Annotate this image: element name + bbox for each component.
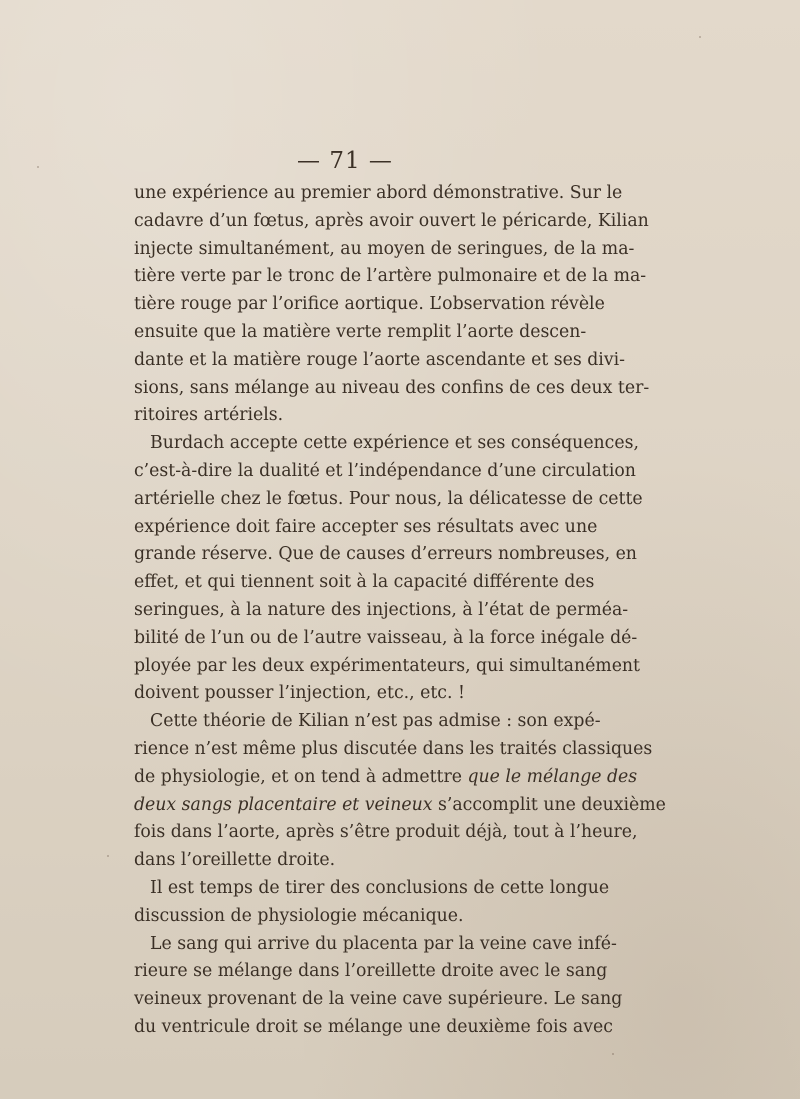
text-line: veineux provenant de la veine cave supérieure. Le sang: [134, 989, 623, 1010]
text-line: Le sang qui arrive du placenta par la veine cave infé-: [150, 933, 617, 954]
page-number: — 71 —: [297, 148, 393, 174]
text-line: bilité de l’un ou de l’autre vaisseau, à la force inégale dé-: [134, 627, 638, 648]
paper-speck: [612, 1053, 614, 1055]
text-line: tière verte par le tronc de l’artère pulmonaire et de la ma-: [134, 266, 647, 287]
text-line: fois dans l’aorte, après s’être produit déjà, tout à l’heure,: [134, 822, 638, 843]
italic-phrase: deux sangs placentaire et veineux: [134, 794, 433, 815]
text-line: rieure se mélange dans l’oreillette droite avec le sang: [134, 961, 608, 982]
text-line: [134, 764, 638, 792]
text-line: du ventricule droit se mélange une deuxième fois avec: [134, 1016, 613, 1037]
text-line: Burdach accepte cette expérience et ses conséquences,: [150, 433, 639, 454]
text-line: dante et la matière rouge l’aorte ascendante et ses divi-: [134, 349, 625, 370]
text-line: doivent pousser l’injection, etc., etc. !: [134, 683, 465, 704]
text-line: cadavre d’un fœtus, après avoir ouvert le péricarde, Kilian: [134, 210, 649, 231]
text-line: ployée par les deux expérimentateurs, qui simultanément: [134, 655, 640, 676]
text-line: effet, et qui tiennent soit à la capacité différente des: [134, 572, 595, 593]
paper-speck: [330, 912, 332, 914]
paper-speck: [107, 855, 109, 857]
text-line: ritoires artériels.: [134, 405, 284, 426]
paper-speck: [37, 166, 39, 168]
text-run: de physiologie, et on tend à admettre: [134, 766, 468, 787]
text-line: discussion de physiologie mécanique.: [134, 905, 464, 926]
paragraph-2: [134, 430, 643, 708]
paragraph-3: [134, 708, 666, 875]
text-line: seringues, à la nature des injections, à l’état de perméa-: [134, 599, 629, 620]
text-line: une expérience au premier abord démonstrative. Sur le: [134, 183, 623, 203]
italic-phrase: que le mélange des: [467, 766, 638, 787]
paragraph-1: [134, 180, 650, 430]
text-line: tière rouge par l’orifice aortique. L’observation révèle: [134, 294, 605, 315]
text-line: Il est temps de tirer des conclusions de cette longue: [150, 877, 610, 898]
body-text: [134, 180, 666, 1042]
text-line: rience n’est même plus discutée dans les traités classiques: [134, 738, 653, 759]
text-line: grande réserve. Que de causes d’erreurs nombreuses, en: [134, 544, 637, 565]
text-line: sions, sans mélange au niveau des confins de ces deux ter-: [134, 377, 650, 398]
paper-speck: [699, 36, 701, 38]
paragraph-4: [134, 875, 610, 931]
text-run: s’accomplit une deuxième: [432, 794, 666, 815]
text-line: expérience doit faire accepter ses résultats avec une: [134, 516, 598, 537]
text-line: c’est-à-dire la dualité et l’indépendance d’une circulation: [134, 460, 636, 481]
text-line: Cette théorie de Kilian n’est pas admise : son expé-: [150, 711, 601, 732]
paragraph-5: [134, 931, 623, 1042]
text-line: artérielle chez le fœtus. Pour nous, la délicatesse de cette: [134, 488, 643, 509]
text-line: injecte simultanément, au moyen de seringues, de la ma-: [134, 238, 635, 259]
text-line: dans l’oreillette droite.: [134, 850, 336, 871]
text-line: [134, 792, 666, 820]
text-line: ensuite que la matière verte remplit l’aorte descen-: [134, 321, 587, 342]
